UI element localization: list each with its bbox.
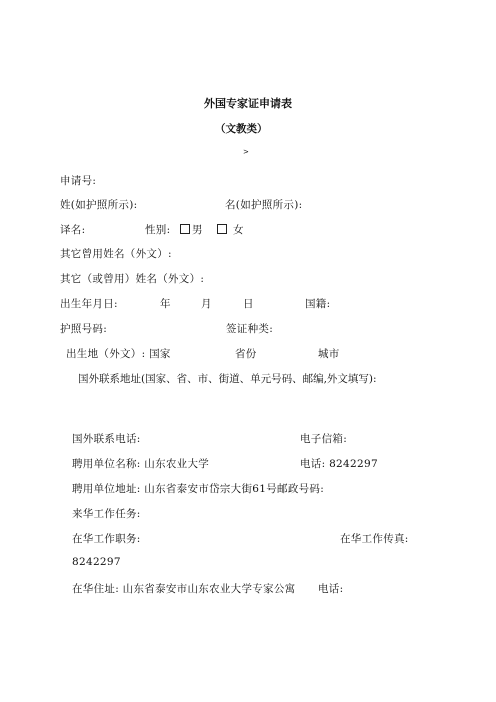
- visa-type-label: 签证种类:: [226, 323, 274, 335]
- day-label: 日: [243, 298, 254, 310]
- female-label: 女: [233, 224, 244, 236]
- former-name-label: 其它曾用姓名（外文）:: [60, 248, 172, 260]
- surname-label: 姓(如护照所示):: [60, 199, 138, 211]
- translated-name-label: 译名:: [60, 224, 86, 236]
- foreign-address-label: 国外联系地址(国家、省、市、街道、单元号码、邮编,外文填写):: [78, 373, 377, 385]
- form-title: 外国专家证申请表: [204, 97, 292, 110]
- male-checkbox[interactable]: [180, 224, 190, 234]
- email-label: 电子信箱:: [300, 433, 348, 445]
- sex-male-option[interactable]: [180, 222, 203, 237]
- male-label: 男: [192, 224, 203, 236]
- residence-label: 在华住址: 山东省泰安市山东农业大学专家公寓: [72, 583, 296, 595]
- female-checkbox[interactable]: [217, 224, 227, 234]
- birth-date-label: 出生年月日:: [60, 298, 118, 310]
- residence-phone-label: 电话:: [318, 583, 344, 595]
- given-name-label: 名(如护照所示):: [225, 199, 303, 211]
- sex-label: 性别:: [145, 224, 171, 236]
- birthplace-label: 出生地（外文）: 国家: [66, 348, 171, 360]
- position-label: 在华工作职务:: [72, 533, 141, 545]
- marker-symbol: >: [243, 148, 249, 156]
- fax-label: 在华工作传真:: [340, 533, 409, 545]
- passport-no-label: 护照号码:: [60, 323, 108, 335]
- city-label: 城市: [318, 348, 340, 360]
- foreign-phone-label: 国外联系电话:: [72, 433, 141, 445]
- form-subtitle: （文教类）: [215, 123, 268, 135]
- task-label: 来华工作任务:: [72, 508, 141, 520]
- year-label: 年: [160, 298, 171, 310]
- employer-address-label: 聘用单位地址: 山东省泰安市岱宗大街61号邮政号码:: [72, 483, 325, 495]
- month-label: 月: [201, 298, 212, 310]
- employer-name-label: 聘用单位名称: 山东农业大学: [72, 458, 210, 470]
- application-no-label: 申请号:: [60, 175, 97, 187]
- nationality-label: 国籍:: [305, 298, 331, 310]
- sex-female-option[interactable]: [217, 222, 244, 237]
- province-label: 省份: [235, 348, 257, 360]
- employer-phone-label: 电话: 8242297: [300, 458, 378, 470]
- fax-number: 8242297: [72, 556, 121, 568]
- other-name-label: 其它（或曾用）姓名（外文）:: [60, 273, 205, 285]
